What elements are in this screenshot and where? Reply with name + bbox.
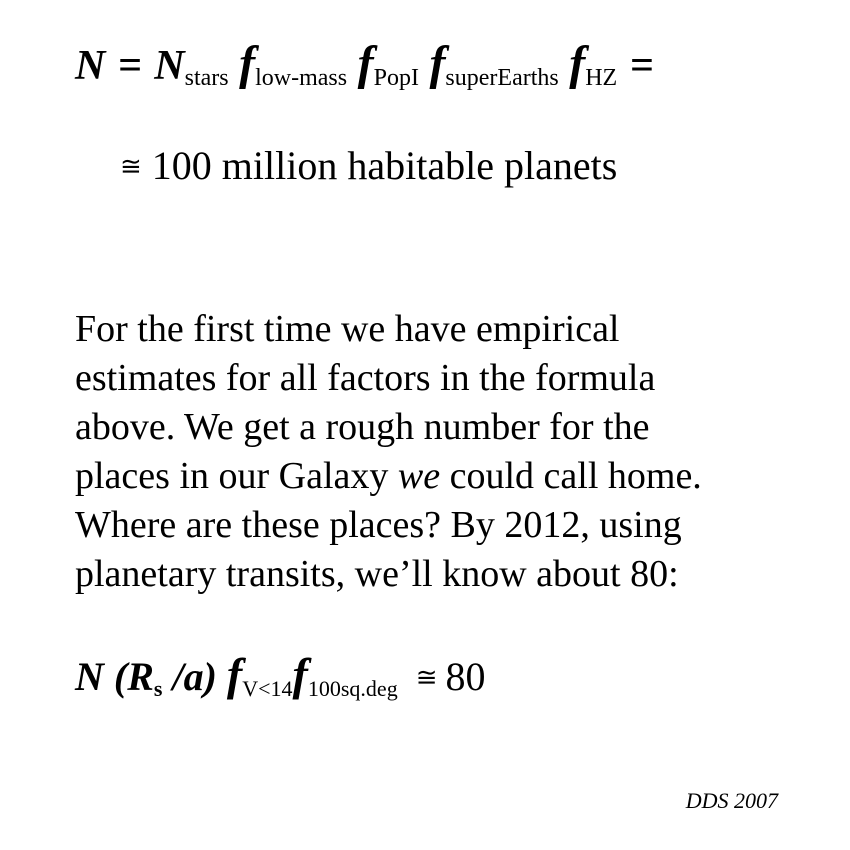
eq1-f-low-mass-subscript: low-mass xyxy=(255,65,348,91)
eq2-n: N xyxy=(75,654,104,699)
eq2-r: R xyxy=(127,654,154,699)
eq1-lhs: N xyxy=(75,43,106,89)
paragraph-text: could call home. xyxy=(440,455,702,497)
eq2-open-paren: ( xyxy=(113,654,128,699)
eq1-trailing-equals: = xyxy=(629,43,654,89)
eq1-f-superearths: f xyxy=(429,37,446,90)
paragraph-emphasis: we xyxy=(397,455,441,497)
paragraph-line: planetary transits, we’ll know about 80: xyxy=(75,553,679,595)
eq1-f-superearths-subscript: superEarths xyxy=(445,65,559,91)
eq2-a: a xyxy=(183,654,204,699)
paragraph-line: Where are these places? By 2012, using xyxy=(75,504,682,546)
eq1-n-stars: N xyxy=(154,43,185,89)
eq2-f-100sqdeg: f xyxy=(292,649,308,700)
eq2-close-paren: ) xyxy=(203,654,217,699)
transit-equation xyxy=(75,649,486,701)
eq1-f-low-mass: f xyxy=(239,37,256,90)
eq2-slash: / xyxy=(162,654,184,699)
habitable-planets-equation xyxy=(75,37,656,91)
eq1-n-stars-subscript: stars xyxy=(184,65,229,91)
eq1-equals: = xyxy=(117,43,142,89)
explanation-paragraph xyxy=(75,305,795,599)
paragraph-line xyxy=(75,452,795,501)
result-text: 100 million habitable planets xyxy=(151,143,618,188)
eq2-f-v14-subscript: V<14 xyxy=(242,676,293,701)
habitable-planets-result xyxy=(120,143,618,188)
eq2-r-subscript: s xyxy=(153,676,163,701)
eq2-f-100sqdeg-subscript: 100sq.deg xyxy=(307,676,398,701)
paragraph-line: above. We get a rough number for the xyxy=(75,406,650,448)
paragraph-text: places in our Galaxy xyxy=(75,455,398,497)
eq2-f-v14: f xyxy=(226,649,243,700)
eq1-f-popi-subscript: PopI xyxy=(373,65,419,91)
eq1-f-hz-subscript: HZ xyxy=(585,65,618,91)
eq2-approx-symbol: ≅ xyxy=(415,663,438,693)
eq2-value: 80 xyxy=(445,654,486,699)
eq1-f-hz: f xyxy=(569,37,586,90)
paragraph-line: estimates for all factors in the formula xyxy=(75,357,656,399)
author-credit: DDS 2007 xyxy=(685,788,778,813)
approx-equal-symbol: ≅ xyxy=(120,152,142,182)
eq1-f-popi: f xyxy=(357,37,374,90)
paragraph-line: For the first time we have empirical xyxy=(75,308,620,350)
